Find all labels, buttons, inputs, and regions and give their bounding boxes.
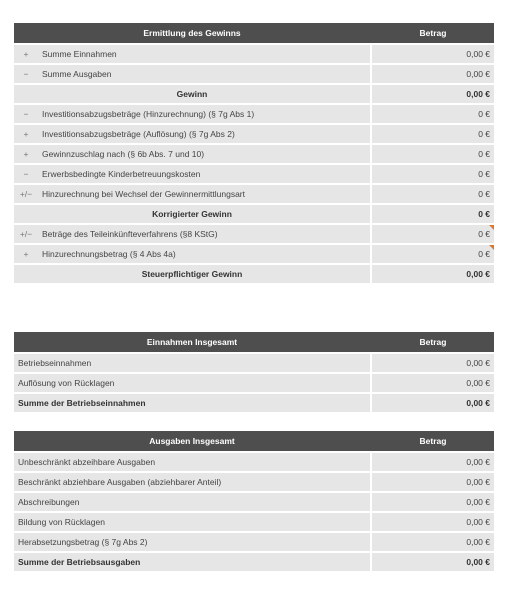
row-value-input[interactable]: 0 € bbox=[478, 249, 491, 259]
ausgaben-table bbox=[14, 429, 494, 573]
gewinn-header-row bbox=[14, 23, 494, 43]
sign-plus-minus: +/− bbox=[14, 225, 38, 243]
row-label: Summe Ausgaben bbox=[38, 65, 370, 83]
gewinn-total-label: Gewinn bbox=[14, 85, 370, 103]
sign-minus: − bbox=[14, 105, 38, 123]
row-label: Investitionsabzugsbeträge (Hinzurechnung) (§ 7g Abs 1) bbox=[38, 105, 370, 123]
row-label: Beträge des Teileinkünfteverfahrens (§8 KStG) bbox=[38, 225, 370, 243]
ausgaben-total-label: Summe der Betriebsausgaben bbox=[14, 553, 370, 571]
table-row bbox=[14, 225, 494, 243]
row-value: 0,00 € bbox=[372, 374, 494, 392]
row-value-input[interactable]: 0 € bbox=[478, 229, 491, 239]
ausgaben-header-row bbox=[14, 431, 494, 451]
row-value: 0,00 € bbox=[372, 493, 494, 511]
row-label: Betriebseinnahmen bbox=[14, 354, 370, 372]
einnahmen-table bbox=[14, 330, 494, 414]
gewinn-total-value: 0,00 € bbox=[372, 85, 494, 103]
row-value: 0,00 € bbox=[372, 45, 494, 63]
row-value-input[interactable]: 0 € bbox=[372, 165, 494, 183]
table-row bbox=[14, 45, 494, 63]
einnahmen-total-label: Summe der Betriebseinnahmen bbox=[14, 394, 370, 412]
row-value-cell[interactable] bbox=[372, 225, 494, 243]
table-row bbox=[14, 125, 494, 143]
comment-marker-icon[interactable] bbox=[489, 225, 494, 230]
sign-plus: + bbox=[14, 145, 38, 163]
korrigiert-total-label: Korrigierter Gewinn bbox=[14, 205, 370, 223]
steuer-total-row bbox=[14, 265, 494, 283]
row-value-input[interactable]: 0 € bbox=[372, 125, 494, 143]
row-value: 0,00 € bbox=[372, 473, 494, 491]
row-label: Beschränkt abziehbare Ausgaben (abziehbarer Anteil) bbox=[14, 473, 370, 491]
row-label: Gewinnzuschlag nach (§ 6b Abs. 7 und 10) bbox=[38, 145, 370, 163]
table-row bbox=[14, 145, 494, 163]
table-row bbox=[14, 65, 494, 83]
ausgaben-total-row bbox=[14, 553, 494, 571]
ausgaben-header-title: Ausgaben Insgesamt bbox=[14, 431, 370, 451]
sign-plus: + bbox=[14, 45, 38, 63]
korrigiert-total-row bbox=[14, 205, 494, 223]
table-row bbox=[14, 354, 494, 372]
table-row bbox=[14, 245, 494, 263]
row-value: 0,00 € bbox=[372, 533, 494, 551]
gewinn-table bbox=[14, 21, 494, 285]
gewinn-header-amount: Betrag bbox=[372, 23, 494, 43]
steuer-total-value: 0,00 € bbox=[372, 265, 494, 283]
einnahmen-total-row bbox=[14, 394, 494, 412]
ausgaben-header-amount: Betrag bbox=[372, 431, 494, 451]
row-value: 0,00 € bbox=[372, 65, 494, 83]
row-value: 0,00 € bbox=[372, 453, 494, 471]
table-row bbox=[14, 513, 494, 531]
row-label: Herabsetzungsbetrag (§ 7g Abs 2) bbox=[14, 533, 370, 551]
sign-plus: + bbox=[14, 245, 38, 263]
row-value: 0,00 € bbox=[372, 513, 494, 531]
comment-marker-icon[interactable] bbox=[489, 245, 494, 250]
table-row bbox=[14, 473, 494, 491]
steuer-total-label: Steuerpflichtiger Gewinn bbox=[14, 265, 370, 283]
row-label: Unbeschränkt abzeihbare Ausgaben bbox=[14, 453, 370, 471]
row-value-input[interactable]: 0 € bbox=[372, 145, 494, 163]
row-label: Erwerbsbedingte Kinderbetreuungskosten bbox=[38, 165, 370, 183]
row-label: Bildung von Rücklagen bbox=[14, 513, 370, 531]
row-value-input[interactable]: 0 € bbox=[372, 185, 494, 203]
table-row bbox=[14, 185, 494, 203]
table-row bbox=[14, 105, 494, 123]
row-value-input[interactable]: 0 € bbox=[372, 105, 494, 123]
table-row bbox=[14, 533, 494, 551]
row-label: Hinzurechnung bei Wechsel der Gewinnermittlungsart bbox=[38, 185, 370, 203]
sign-minus: − bbox=[14, 165, 38, 183]
table-row bbox=[14, 374, 494, 392]
row-value-cell[interactable] bbox=[372, 245, 494, 263]
ausgaben-total-value: 0,00 € bbox=[372, 553, 494, 571]
table-row bbox=[14, 453, 494, 471]
einnahmen-header-amount: Betrag bbox=[372, 332, 494, 352]
gewinn-header-title: Ermittlung des Gewinns bbox=[14, 23, 370, 43]
table-row bbox=[14, 493, 494, 511]
einnahmen-total-value: 0,00 € bbox=[372, 394, 494, 412]
row-label: Abschreibungen bbox=[14, 493, 370, 511]
row-label: Summe Einnahmen bbox=[38, 45, 370, 63]
row-value: 0,00 € bbox=[372, 354, 494, 372]
sign-plus-minus: +/− bbox=[14, 185, 38, 203]
einnahmen-header-row bbox=[14, 332, 494, 352]
row-label: Auflösung von Rücklagen bbox=[14, 374, 370, 392]
table-row bbox=[14, 165, 494, 183]
row-label: Hinzurechnungsbetrag (§ 4 Abs 4a) bbox=[38, 245, 370, 263]
sign-minus: − bbox=[14, 65, 38, 83]
row-label: Investitionsabzugsbeträge (Auflösung) (§ 7g Abs 2) bbox=[38, 125, 370, 143]
korrigiert-total-value: 0 € bbox=[372, 205, 494, 223]
gewinn-total-row bbox=[14, 85, 494, 103]
sign-plus: + bbox=[14, 125, 38, 143]
einnahmen-header-title: Einnahmen Insgesamt bbox=[14, 332, 370, 352]
